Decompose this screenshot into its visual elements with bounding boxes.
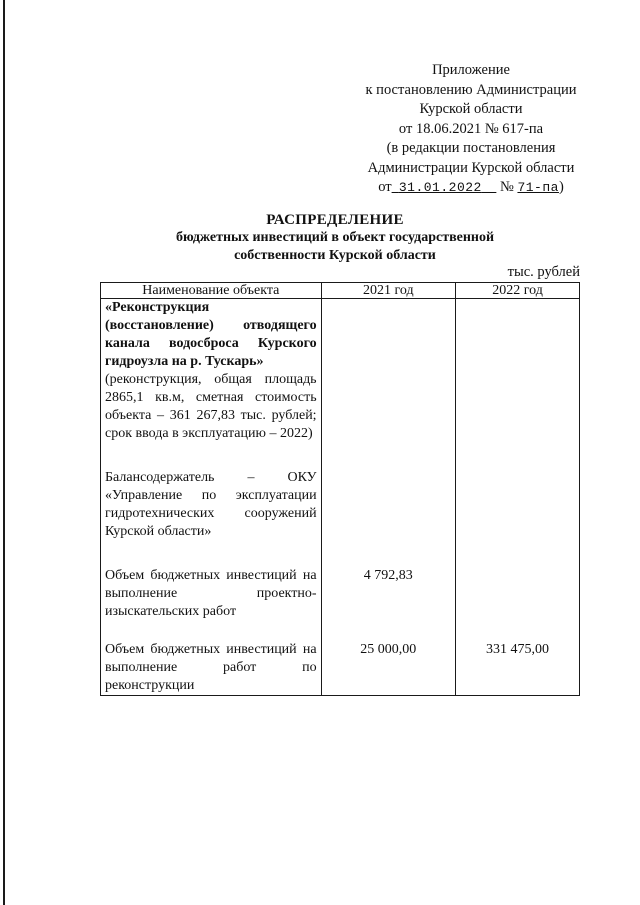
appendix-line-5: (в редакции постановления: [386, 140, 556, 156]
object-2021-cell: [321, 299, 455, 568]
appendix-block: [355, 61, 587, 198]
object-2022-cell: [456, 299, 580, 568]
appendix-line-1: Приложение: [432, 62, 510, 78]
table-row-gap: [101, 621, 580, 641]
appendix-line-6: Администрации Курской области: [367, 159, 575, 176]
table-row: [101, 641, 580, 696]
gap-cell: [456, 621, 580, 641]
header-object-name: Наименование объекта: [101, 283, 322, 299]
gap-cell: [321, 621, 455, 641]
appendix-date-prefix: от: [378, 179, 392, 195]
object-details: (реконструкция, общая площадь 2865,1 кв.м, сметная стоимость объекта – 361 267,83 тыс. рублей; срок ввода в эксплуатацию – 2022): [105, 372, 317, 441]
document-subtitle-1: бюджетных инвестиций в объект государственной: [175, 230, 495, 245]
document-subtitle-2: собственности Курской области: [234, 248, 436, 263]
header-2021: 2021 год: [321, 283, 455, 299]
document-title-block: [130, 211, 540, 265]
object-name: «Реконструкция (восстановление) отводящего канала водосброса Курского гидроузла на р. Тускарь»: [105, 300, 317, 369]
header-2022: 2022 год: [456, 283, 580, 299]
page-edge-line: [3, 0, 5, 905]
gap-cell: [101, 621, 322, 641]
appendix-suffix: ): [558, 179, 564, 195]
handwritten-date: 31.01.2022: [398, 180, 482, 195]
handwritten-number: 71-па: [517, 180, 559, 195]
value-2021-reconstruction: 25 000,00: [321, 641, 455, 696]
balance-holder: Балансодержатель – ОКУ «Управление по эксплуатации гидротехнических сооружений Курской области»: [105, 470, 317, 539]
investment-table: [100, 282, 580, 696]
spacer: [105, 443, 317, 463]
value-2021-survey: 4 792,83: [321, 567, 455, 621]
table-row: [101, 567, 580, 621]
unit-label: тыс. рублей: [507, 264, 580, 280]
appendix-line-7: [355, 178, 587, 198]
document-title: РАСПРЕДЕЛЕНИЕ: [266, 212, 404, 228]
row-label-survey-works: Объем бюджетных инвестиций на выполнение проектно-изыскательских работ: [101, 567, 322, 621]
spacer: [105, 541, 317, 561]
row-label-reconstruction-works: Объем бюджетных инвестиций на выполнение работ по реконструкции: [101, 641, 322, 696]
table-header-row: [101, 283, 580, 299]
date-underline-gap: [392, 179, 399, 195]
table-row-object: [101, 299, 580, 568]
appendix-line-4: от 18.06.2021 № 617-па: [398, 120, 544, 137]
object-description-cell: [101, 299, 322, 568]
appendix-line-2: к постановлению Администрации: [365, 81, 577, 98]
date-underline-gap-end: [482, 179, 497, 195]
appendix-line-3: Курской области: [419, 101, 523, 117]
appendix-number-label: №: [499, 179, 514, 195]
value-2022-reconstruction: 331 475,00: [456, 641, 580, 696]
value-2022-survey: [456, 567, 580, 621]
